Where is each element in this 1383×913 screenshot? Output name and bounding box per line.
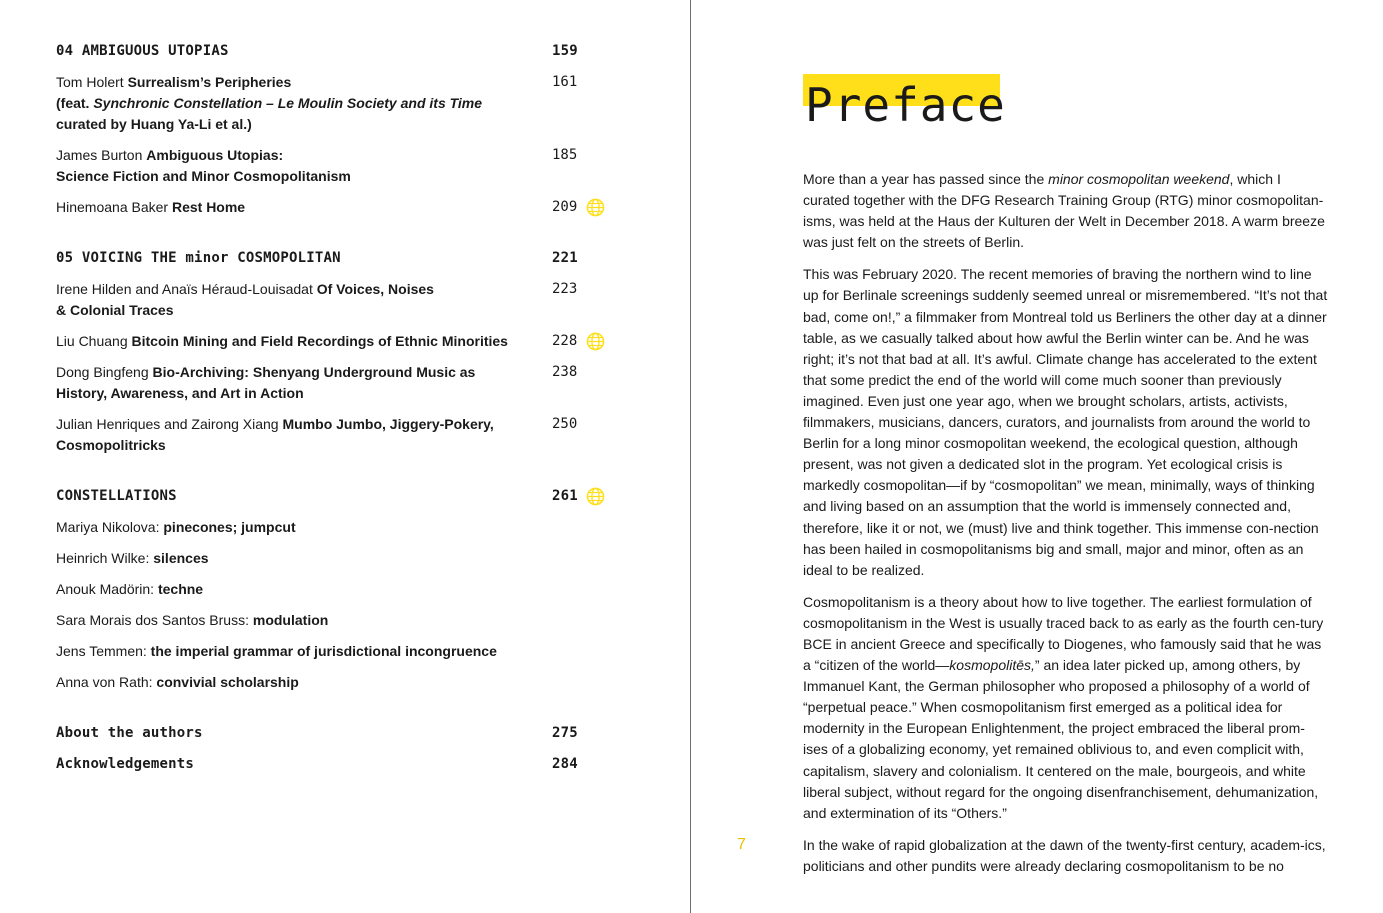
toc-entry-henriques[interactable]: [56, 414, 616, 456]
toc-title: convivial scholarship: [156, 674, 299, 690]
paragraph: [803, 169, 1329, 253]
toc-section-constellations[interactable]: [56, 486, 616, 507]
toc-page-number: 209: [552, 199, 578, 215]
toc-title: silences: [153, 550, 209, 566]
toc-section-title: 05 VOICING THE minor COSMOPOLITAN: [56, 250, 341, 266]
toc-section-05[interactable]: [56, 248, 616, 269]
toc-title: Mumbo Jumbo, Jiggery-Pokery,: [282, 416, 494, 432]
toc-constellation-item[interactable]: [56, 548, 616, 569]
toc-constellation-item[interactable]: [56, 641, 616, 662]
toc-page-number: 223: [552, 281, 578, 297]
toc-entry-dong[interactable]: [56, 362, 616, 404]
paragraph: [803, 592, 1329, 824]
toc-constellation-item[interactable]: [56, 579, 616, 600]
toc-page-number: 221: [552, 250, 578, 266]
toc-author: Irene Hilden and Anaïs Héraud-Louisadat: [56, 281, 313, 297]
toc-title: Rest Home: [171, 199, 246, 215]
toc-entry-burton[interactable]: [56, 145, 616, 187]
toc-page-number: 238: [552, 364, 578, 380]
toc-author: Tom Holert: [56, 74, 124, 90]
toc-author: Julian Henriques and Zairong Xiang: [56, 416, 279, 432]
toc-title-cont: Science Fiction and Minor Cosmopolitanism: [56, 168, 351, 184]
toc-title-cont: History, Awareness, and Art in Action: [56, 385, 304, 401]
toc-entry-hilden[interactable]: [56, 279, 616, 321]
emphasis-text: minor cosmopolitan weekend: [1048, 171, 1230, 187]
toc-page-number: 161: [552, 74, 578, 90]
page-number: 7: [737, 836, 746, 853]
toc-entry-baker[interactable]: [56, 197, 616, 218]
toc-title: the imperial grammar of jurisdictional incongruence: [150, 643, 497, 659]
toc-author: Sara Morais dos Santos Bruss:: [56, 612, 249, 628]
toc-constellation-item[interactable]: [56, 610, 616, 631]
toc-constellation-item[interactable]: [56, 517, 616, 538]
toc-page-number: 261: [552, 488, 578, 504]
toc-title: modulation: [252, 612, 329, 628]
paragraph: In the wake of rapid globalization at the dawn of the twenty-first century, academ-ics, politicians and other pundits were already declaring cosmopolitanism to be no: [803, 836, 1326, 874]
preface-header: [803, 48, 1329, 132]
toc-page-number: 159: [552, 43, 578, 59]
toc-author: Dong Bingfeng: [56, 364, 149, 380]
toc-title-cont: & Colonial Traces: [56, 302, 174, 318]
toc-page-number: 284: [552, 756, 578, 772]
toc-section-title: Acknowledgements: [56, 756, 195, 772]
toc-constellation-item[interactable]: [56, 672, 616, 693]
toc-page-number: 250: [552, 416, 578, 432]
text-run: Cosmopolitanism is a theory about how to live together. The earliest formulation of cosmopolitanism in the West is usually traced back to as early as the fourth cen-tury BCE in ancient Greece and specifically to Diogenes, who famously said that he was a “citizen of the world—: [803, 593, 1324, 674]
toc-author: Anouk Madörin:: [56, 581, 155, 597]
toc-feat-italic: Synchronic Constellation – Le Moulin Society and its Time: [93, 95, 483, 111]
globe-icon[interactable]: [586, 332, 605, 351]
page-title: Preface: [805, 77, 1006, 132]
toc-title: Bitcoin Mining and Field Recordings of Ethnic Minorities: [131, 333, 508, 349]
toc-author: Jens Temmen:: [56, 643, 147, 659]
text-run: ” an idea later picked up, among others, by Immanuel Kant, the German philosopher who proposed a philosophy of a world of “perpetual peace.” When cosmopolitanism first emerged as a political idea for modernity in the European Enlightenment, the project embraced the liberal prom-ises of a globalizing economy, yet remained oblivious to, and even complicit with, capitalism, slavery and colonialism. It centered on the male, bourgeois, and white liberal subject, without regard for the ongoing disenfranchisement, dehumanization, and extermination of its “Others.”: [803, 657, 1319, 821]
toc-feat-prefix: (feat.: [56, 95, 90, 111]
toc-author: James Burton: [56, 147, 143, 163]
toc-page-number: 185: [552, 147, 578, 163]
toc-section-title: About the authors: [56, 725, 203, 741]
toc-acknowledgements[interactable]: [56, 754, 616, 775]
toc-section-title: 04 AMBIGUOUS UTOPIAS: [56, 43, 229, 59]
toc-title: Of Voices, Noises: [316, 281, 434, 297]
toc-entry-liu[interactable]: [56, 331, 616, 352]
toc-entry-holert[interactable]: [56, 72, 616, 135]
globe-icon[interactable]: [586, 198, 605, 217]
paragraph: This was February 2020. The recent memories of braving the northern wind to line up for Berlinale screenings suddenly seemed unreal or misremembered. “It’s not that bad, come on!,” a filmmaker from Montreal told us Berliners the other day at a dinner table, as we casually talked about how awful the Berlin winter can be. And he was right; it’s not that bad at all. It’s awful. Climate change has accelerated to the extent that some predict the end of the world will come much sooner than previously imagined. Even just one year ago, when we brought scholars, artists, activists, filmmakers, musicians, dancers, curators, and journalists from around the world to Berlin for a long minor cosmopolitan weekend, the ecological question, although present, was not given a dedicated slot in the program. Yet ecological crisis is markedly cosmopolitan—if by “cosmopolitan” we mean, minimally, ways of thinking and living based on an assumption that the world is immensely connected and, therefore, like it or not, we (must) live and think together. This immense con-nection has been hailed in cosmopolitanisms big and small, major and minor, often as an ideal to be realized.: [803, 266, 1328, 578]
toc-title: pinecones; jumpcut: [163, 519, 296, 535]
toc-author: Hinemoana Baker: [56, 199, 169, 215]
globe-icon[interactable]: [586, 487, 605, 506]
text-run: , which I curated together with the DFG Research Training Group (RTG) minor cosmopolitan-isms, was held at the Haus der Kulturen der Welt in December 2018. A warm breeze was just felt on the streets of Berlin.: [803, 171, 1325, 251]
toc-title: techne: [157, 581, 204, 597]
toc-page-number: 228: [552, 333, 578, 349]
toc-author: Liu Chuang: [56, 333, 128, 349]
table-of-contents: [56, 41, 616, 775]
toc-about-authors[interactable]: [56, 723, 616, 744]
toc-page-number: 275: [552, 725, 578, 741]
page-divider: [690, 0, 691, 913]
toc-author: Anna von Rath:: [56, 674, 153, 690]
toc-feat-suffix: curated by Huang Ya-Li et al.): [56, 116, 252, 132]
emphasis-text: kosmopolitēs,: [949, 657, 1035, 674]
toc-title: Bio-Archiving: Shenyang Underground Music as: [152, 364, 476, 380]
preface-body: [803, 169, 1329, 888]
toc-author: Heinrich Wilke:: [56, 550, 150, 566]
text-run: More than a year has passed since the: [803, 171, 1045, 187]
toc-author: Mariya Nikolova:: [56, 519, 160, 535]
toc-section-title: CONSTELLATIONS: [56, 488, 177, 504]
toc-title: Ambiguous Utopias:: [146, 147, 284, 163]
toc-section-04[interactable]: [56, 41, 616, 62]
toc-title: Surrealism’s Peripheries: [127, 74, 292, 90]
toc-title-cont: Cosmopolitricks: [56, 437, 166, 453]
